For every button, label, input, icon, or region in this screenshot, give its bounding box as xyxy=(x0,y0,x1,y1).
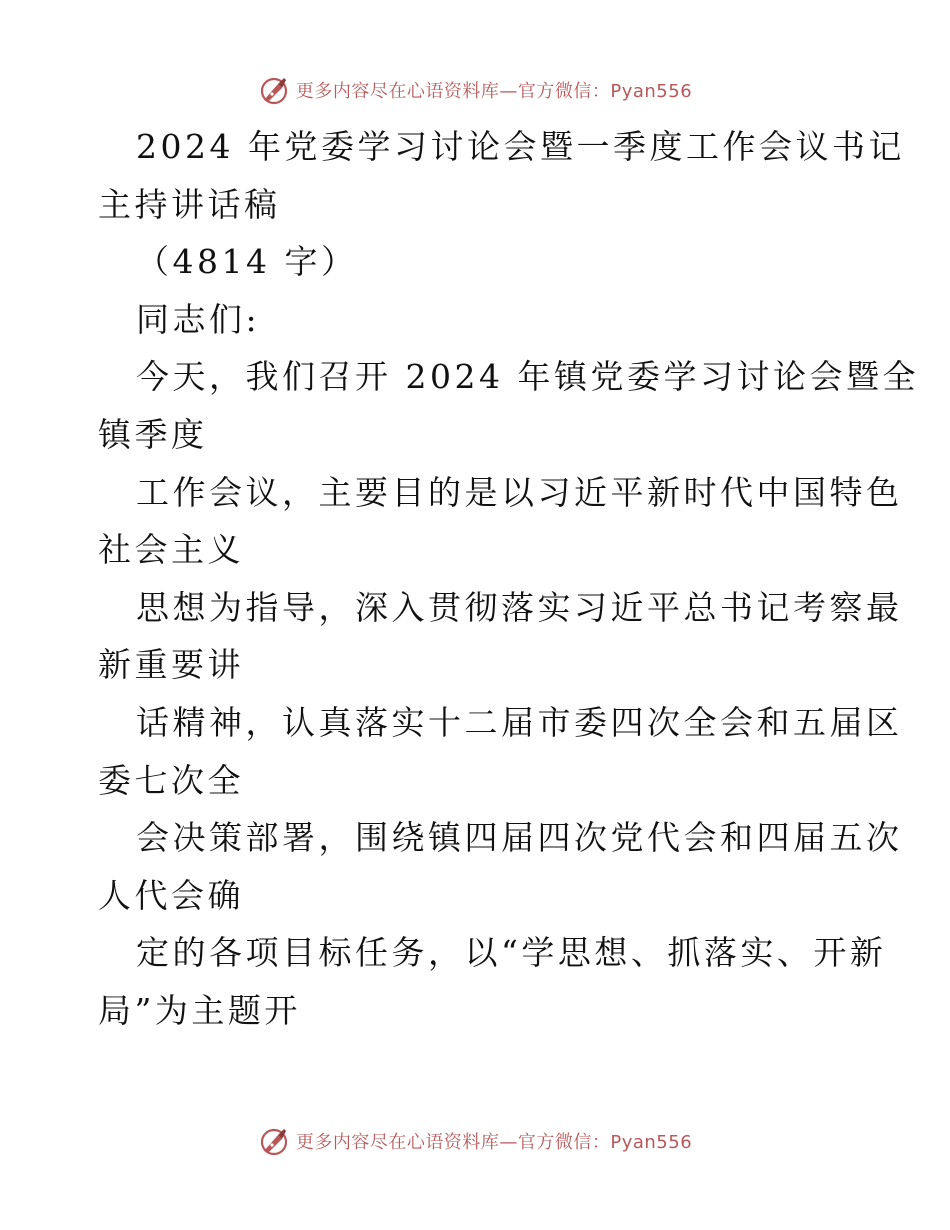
document-body xyxy=(98,118,919,1040)
paragraph-line: 新重要讲 xyxy=(98,645,244,685)
footer-banner xyxy=(0,1121,950,1161)
pen-nib-logo-icon xyxy=(258,74,290,106)
paragraph-line: 社会主义 xyxy=(98,530,244,570)
title-line-2: 主持讲话稿 xyxy=(98,184,281,224)
header-banner-text: 更多内容尽在心语资料库—官方微信：Pyan556 xyxy=(295,81,693,102)
paragraph-line: 会决策部署，围绕镇四届四次党代会和四届五次 xyxy=(136,818,903,858)
paragraph-line: 今天，我们召开 2024 年镇党委学习讨论会暨全 xyxy=(136,357,919,397)
paragraph-line: 镇季度 xyxy=(98,414,208,454)
word-count: （4814 字） xyxy=(136,242,358,282)
paragraph-line: 委七次全 xyxy=(98,760,244,800)
footer-banner-text: 更多内容尽在心语资料库—官方微信：Pyan556 xyxy=(295,1132,693,1153)
pen-nib-logo-icon xyxy=(258,1125,290,1157)
paragraph-line: 定的各项目标任务，以“学思想、抓落实、开新 xyxy=(136,933,887,973)
paragraph-line: 话精神，认真落实十二届市委四次全会和五届区 xyxy=(136,702,903,742)
title-line-1: 2024 年党委学习讨论会暨一季度工作会议书记 xyxy=(136,127,905,166)
paragraph-line: 人代会确 xyxy=(98,875,244,915)
paragraph-line: 思想为指导，深入贯彻落实习近平总书记考察最 xyxy=(136,587,903,627)
salutation: 同志们: xyxy=(136,299,261,339)
header-banner xyxy=(0,70,950,110)
paragraph-line: 局”为主题开 xyxy=(98,990,301,1030)
paragraph-line: 工作会议，主要目的是以习近平新时代中国特色 xyxy=(136,472,903,512)
